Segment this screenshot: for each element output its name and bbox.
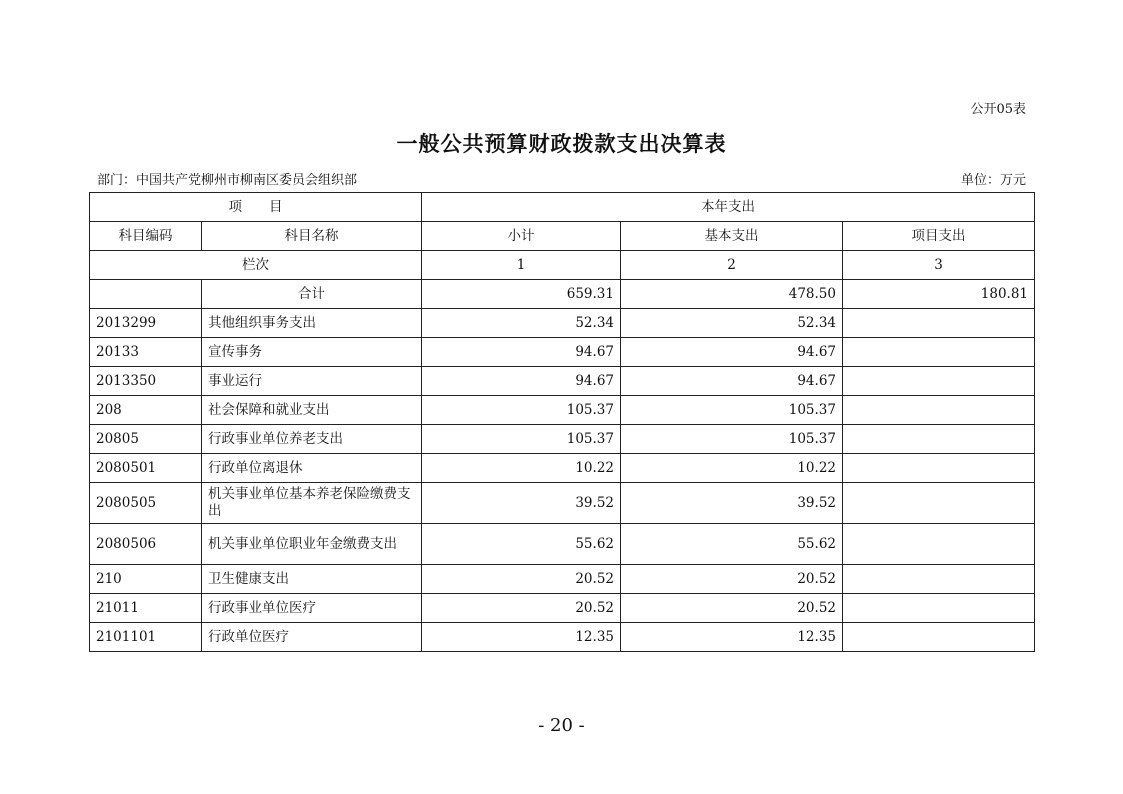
unit-label: 单位：万元 <box>960 173 1026 188</box>
project-value <box>843 524 1035 565</box>
project-value <box>843 565 1035 594</box>
table-row <box>90 367 1035 396</box>
subject-code: 20133 <box>90 338 202 367</box>
project-value <box>843 338 1035 367</box>
subtotal-value: 20.52 <box>422 594 621 623</box>
subject-code: 208 <box>90 396 202 425</box>
header-name: 科目名称 <box>202 222 422 251</box>
basic-value: 94.67 <box>621 367 843 396</box>
subtotal-value: 94.67 <box>422 338 621 367</box>
page-title: 一般公共预算财政拨款支出决算表 <box>396 131 727 156</box>
subtotal-value: 55.62 <box>422 524 621 565</box>
subject-code: 2013299 <box>90 309 202 338</box>
form-code: 公开05表 <box>970 102 1026 117</box>
subject-name: 行政单位离退休 <box>202 454 422 483</box>
subject-name: 机关事业单位基本养老保险缴费支出 <box>202 483 422 524</box>
subject-code: 2101101 <box>90 623 202 652</box>
subject-name: 事业运行 <box>202 367 422 396</box>
column-index-label: 栏次 <box>90 251 422 280</box>
column-index-2: 2 <box>621 251 843 280</box>
column-index-row <box>90 251 1035 280</box>
total-row <box>90 280 1035 309</box>
subject-name: 宣传事务 <box>202 338 422 367</box>
basic-value: 39.52 <box>621 483 843 524</box>
header-current-year: 本年支出 <box>422 193 1035 222</box>
project-value <box>843 309 1035 338</box>
project-value <box>843 623 1035 652</box>
table-row <box>90 309 1035 338</box>
table-row <box>90 524 1035 565</box>
basic-value: 20.52 <box>621 565 843 594</box>
table-row <box>90 454 1035 483</box>
table-row <box>90 623 1035 652</box>
subtotal-value: 105.37 <box>422 396 621 425</box>
subject-code: 2080501 <box>90 454 202 483</box>
subject-code: 2080506 <box>90 524 202 565</box>
subtotal-value: 12.35 <box>422 623 621 652</box>
basic-value: 20.52 <box>621 594 843 623</box>
header-basic: 基本支出 <box>621 222 843 251</box>
expenditure-table <box>89 192 1035 652</box>
basic-value: 52.34 <box>621 309 843 338</box>
basic-value: 94.67 <box>621 338 843 367</box>
subject-code: 2013350 <box>90 367 202 396</box>
subtotal-value: 105.37 <box>422 425 621 454</box>
subtotal-value: 39.52 <box>422 483 621 524</box>
project-value <box>843 425 1035 454</box>
total-label: 合计 <box>202 280 422 309</box>
table-row <box>90 338 1035 367</box>
table-row <box>90 483 1035 524</box>
project-value <box>843 594 1035 623</box>
subject-name: 卫生健康支出 <box>202 565 422 594</box>
header-row-1 <box>90 193 1035 222</box>
total-subtotal: 659.31 <box>422 280 621 309</box>
basic-value: 10.22 <box>621 454 843 483</box>
subject-name: 其他组织事务支出 <box>202 309 422 338</box>
project-value <box>843 367 1035 396</box>
header-row-2 <box>90 222 1035 251</box>
subtotal-value: 94.67 <box>422 367 621 396</box>
table-row <box>90 425 1035 454</box>
basic-value: 12.35 <box>621 623 843 652</box>
subtotal-value: 20.52 <box>422 565 621 594</box>
subject-code: 210 <box>90 565 202 594</box>
project-value <box>843 454 1035 483</box>
subtotal-value: 52.34 <box>422 309 621 338</box>
header-subtotal: 小计 <box>422 222 621 251</box>
column-index-1: 1 <box>422 251 621 280</box>
total-basic: 478.50 <box>621 280 843 309</box>
subject-name: 社会保障和就业支出 <box>202 396 422 425</box>
total-project: 180.81 <box>843 280 1035 309</box>
basic-value: 105.37 <box>621 396 843 425</box>
department-label: 部门：中国共产党柳州市柳南区委员会组织部 <box>97 173 358 188</box>
header-project: 项目支出 <box>843 222 1035 251</box>
basic-value: 105.37 <box>621 425 843 454</box>
subject-name: 行政单位医疗 <box>202 623 422 652</box>
header-code: 科目编码 <box>90 222 202 251</box>
table-row <box>90 396 1035 425</box>
subject-code: 21011 <box>90 594 202 623</box>
subject-name: 机关事业单位职业年金缴费支出 <box>202 524 422 565</box>
subtotal-value: 10.22 <box>422 454 621 483</box>
column-index-3: 3 <box>843 251 1035 280</box>
table-row <box>90 565 1035 594</box>
subject-code: 2080505 <box>90 483 202 524</box>
basic-value: 55.62 <box>621 524 843 565</box>
project-value <box>843 483 1035 524</box>
page-number: - 20 - <box>538 715 585 736</box>
table-row <box>90 594 1035 623</box>
header-item: 项 目 <box>90 193 422 222</box>
total-code-cell <box>90 280 202 309</box>
subject-name: 行政事业单位医疗 <box>202 594 422 623</box>
subject-code: 20805 <box>90 425 202 454</box>
project-value <box>843 396 1035 425</box>
subject-name: 行政事业单位养老支出 <box>202 425 422 454</box>
